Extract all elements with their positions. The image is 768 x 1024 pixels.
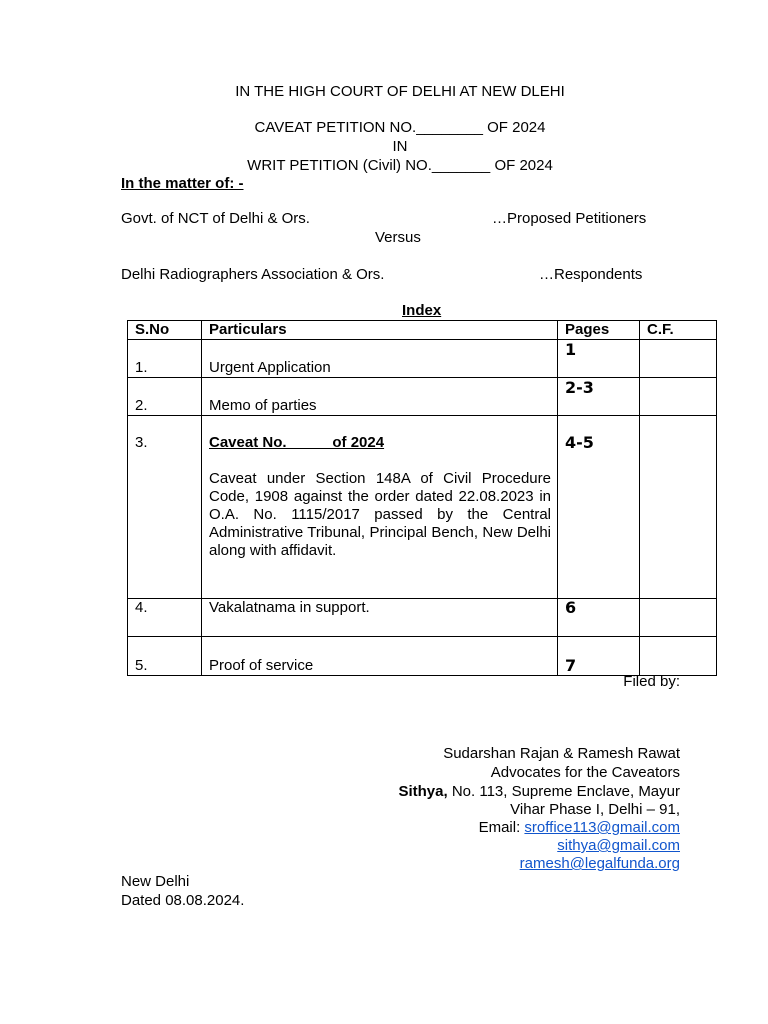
row-cf xyxy=(640,340,717,378)
court-title: IN THE HIGH COURT OF DELHI AT NEW DLEHI xyxy=(235,83,565,100)
firm-name: Sithya, xyxy=(398,783,448,800)
row-cf xyxy=(640,378,717,416)
row-particulars: Vakalatnama in support. xyxy=(202,599,558,637)
caveat-petition-line: CAVEAT PETITION NO.________ OF 2024 xyxy=(254,119,546,136)
caveat-description: Caveat under Section 148A of Civil Procedure Code, 1908 against the order dated 22.08.2023 in O.A. No. 1115/2017 passed by the Central Administrative Tribunal, Principal Bench, New Delhi along with affidavit. xyxy=(209,470,551,559)
row-pages: 4-5 xyxy=(558,416,640,599)
row-sno: 5. xyxy=(128,637,202,676)
index-header-row xyxy=(128,321,717,340)
row-cf xyxy=(640,637,717,676)
dated-label: Dated 08.08.2024. xyxy=(121,892,245,909)
advocate-names: Sudarshan Rajan & Ramesh Rawat xyxy=(443,745,680,762)
index-title: Index xyxy=(402,302,442,319)
row-sno: 2. xyxy=(128,378,202,416)
row-cf xyxy=(640,599,717,637)
filed-by-label: Filed by: xyxy=(623,673,680,690)
email-link-1[interactable]: sroffice113@gmail.com xyxy=(524,819,680,836)
table-row xyxy=(128,416,717,599)
email-line xyxy=(300,819,680,837)
versus-label: Versus xyxy=(375,229,421,246)
email-link-2[interactable]: sithya@gmail.com xyxy=(557,837,680,854)
writ-petition-line: WRIT PETITION (Civil) NO._______ OF 2024 xyxy=(247,157,553,174)
place-label: New Delhi xyxy=(121,873,190,890)
row-particulars: Proof of service xyxy=(202,637,558,676)
row-sno: 4. xyxy=(128,599,202,637)
row-pages: 2-3 xyxy=(558,378,640,416)
email-link-3[interactable]: ramesh@legalfunda.org xyxy=(519,855,680,872)
header-pages: Pages xyxy=(558,321,640,340)
address-line-2: Vihar Phase I, Delhi – 91, xyxy=(510,801,680,818)
advocate-role: Advocates for the Caveators xyxy=(490,764,680,781)
firm-address-line xyxy=(300,783,680,801)
matter-label: In the matter of: - xyxy=(121,175,244,192)
email-line-2 xyxy=(300,837,680,855)
row-cf xyxy=(640,416,717,599)
table-row xyxy=(128,378,717,416)
address-line-1: No. 113, Supreme Enclave, Mayur xyxy=(447,783,680,800)
table-row xyxy=(128,637,717,676)
email-label: Email: xyxy=(478,819,525,836)
respondent-name: Delhi Radiographers Association & Ors. xyxy=(121,266,385,283)
row-pages: 6 xyxy=(558,599,640,637)
row-pages: 7 xyxy=(558,637,640,676)
email-line-3 xyxy=(300,855,680,873)
row-particulars-cell xyxy=(202,416,558,599)
petitioner-name: Govt. of NCT of Delhi & Ors. xyxy=(121,210,310,227)
table-row xyxy=(128,340,717,378)
row-pages: 1 xyxy=(558,340,640,378)
row-particulars: Memo of parties xyxy=(202,378,558,416)
header-particulars: Particulars xyxy=(202,321,558,340)
respondent-role: …Respondents xyxy=(539,266,643,283)
table-row xyxy=(128,599,717,637)
header-sno: S.No xyxy=(128,321,202,340)
caveat-title: Caveat No. of 2024 xyxy=(209,434,385,451)
row-sno: 3. xyxy=(128,416,202,599)
header-cf: C.F. xyxy=(640,321,717,340)
in-line: IN xyxy=(392,138,408,155)
row-sno: 1. xyxy=(128,340,202,378)
petitioner-role: …Proposed Petitioners xyxy=(492,210,647,227)
row-particulars: Urgent Application xyxy=(202,340,558,378)
index-table xyxy=(127,320,717,676)
